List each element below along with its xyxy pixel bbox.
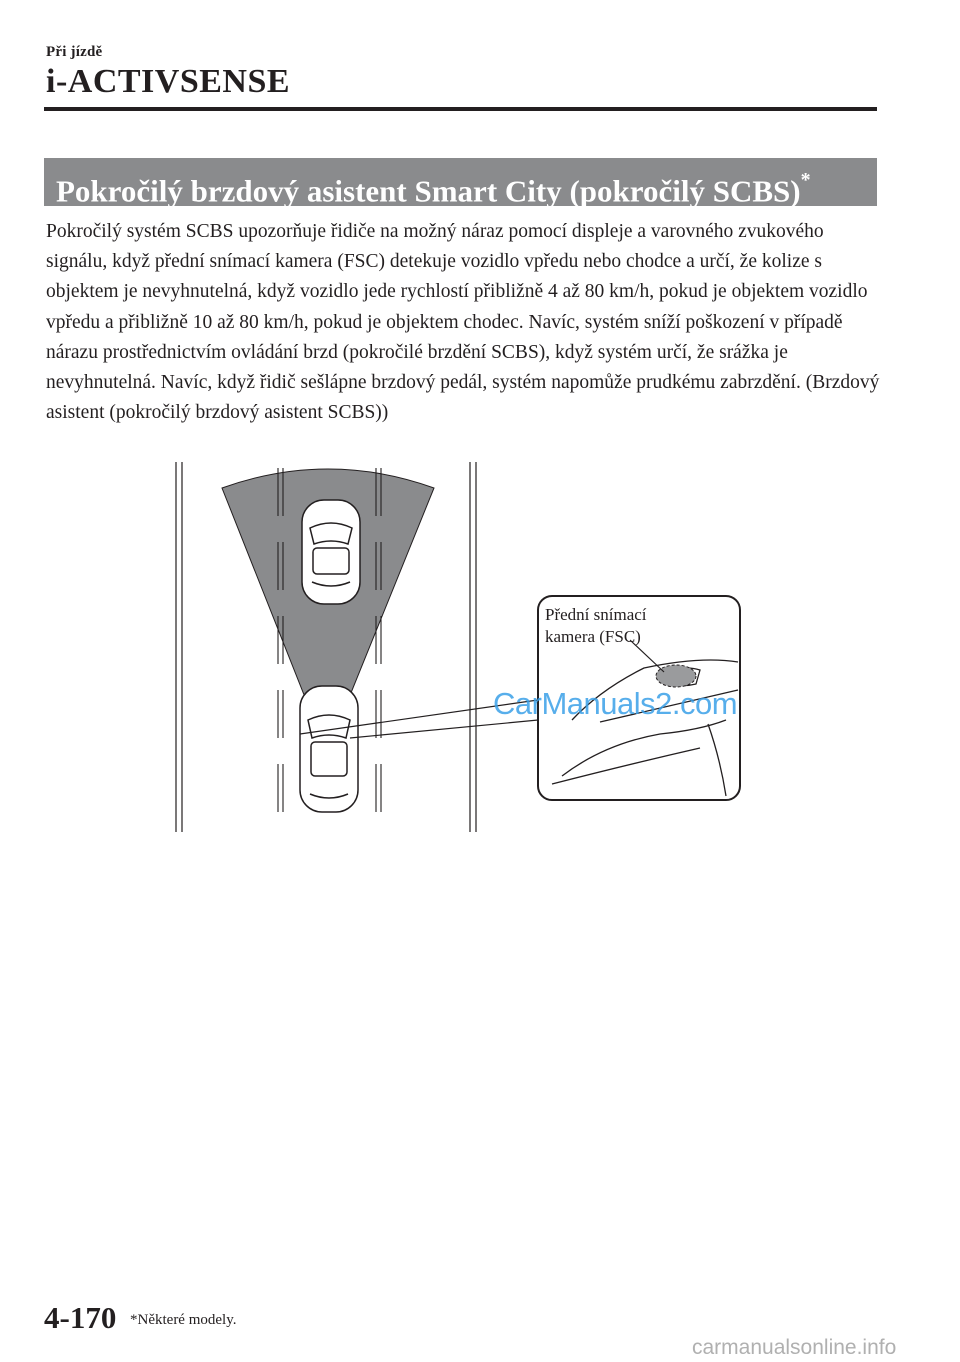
- watermark-logo: CarManuals2.com: [493, 686, 738, 721]
- breadcrumb: Při jízdě: [46, 44, 103, 60]
- header-rule: [44, 107, 877, 111]
- own-vehicle: [300, 686, 358, 812]
- section-title: i-ACTIVSENSE: [46, 63, 291, 100]
- camera-callout-label: [545, 604, 647, 648]
- feature-heading: [44, 158, 877, 209]
- footnote-marker: *: [800, 169, 811, 191]
- page-number: 4-170: [44, 1300, 117, 1335]
- vehicle-ahead: [302, 500, 360, 604]
- camera-callout-line1: Přední snímací: [545, 605, 647, 624]
- description-paragraph: Pokročilý systém SCBS upozorňuje řidiče na možný náraz pomocí displeje a varovného zvukového signálu, když přední snímací kamera (FSC) detekuje vozidlo vpředu nebo chodce a určí, že kolize s objektem je nevyhnutelná, když vozidlo jede rychlostí přibližně 4 až 80 km/h, pokud je objektem vozidlo vpředu a přibližně 10 až 80 km/h, pokud je objektem chodec. Navíc, systém sníží poškození v případě nárazu prostřednictvím ovládání brzd (pokročilé brzdění SCBS), když systém určí, že srážka je nevyhnutelná. Navíc, když řidič sešlápne brzdový pedál, systém napomůže prudkému zabrzdění. (Brzdový asistent (pokročilý brzdový asistent SCBS)): [46, 221, 880, 424]
- camera-callout-line2: kamera (FSC): [545, 627, 641, 646]
- footnote: *Některé modely.: [130, 1312, 237, 1328]
- site-watermark: carmanualsonline.info: [692, 1336, 897, 1359]
- scbs-illustration: [160, 458, 760, 836]
- road-diagram: [160, 458, 760, 836]
- feature-heading-text: Pokročilý brzdový asistent Smart City (pokročilý SCBS): [56, 173, 801, 209]
